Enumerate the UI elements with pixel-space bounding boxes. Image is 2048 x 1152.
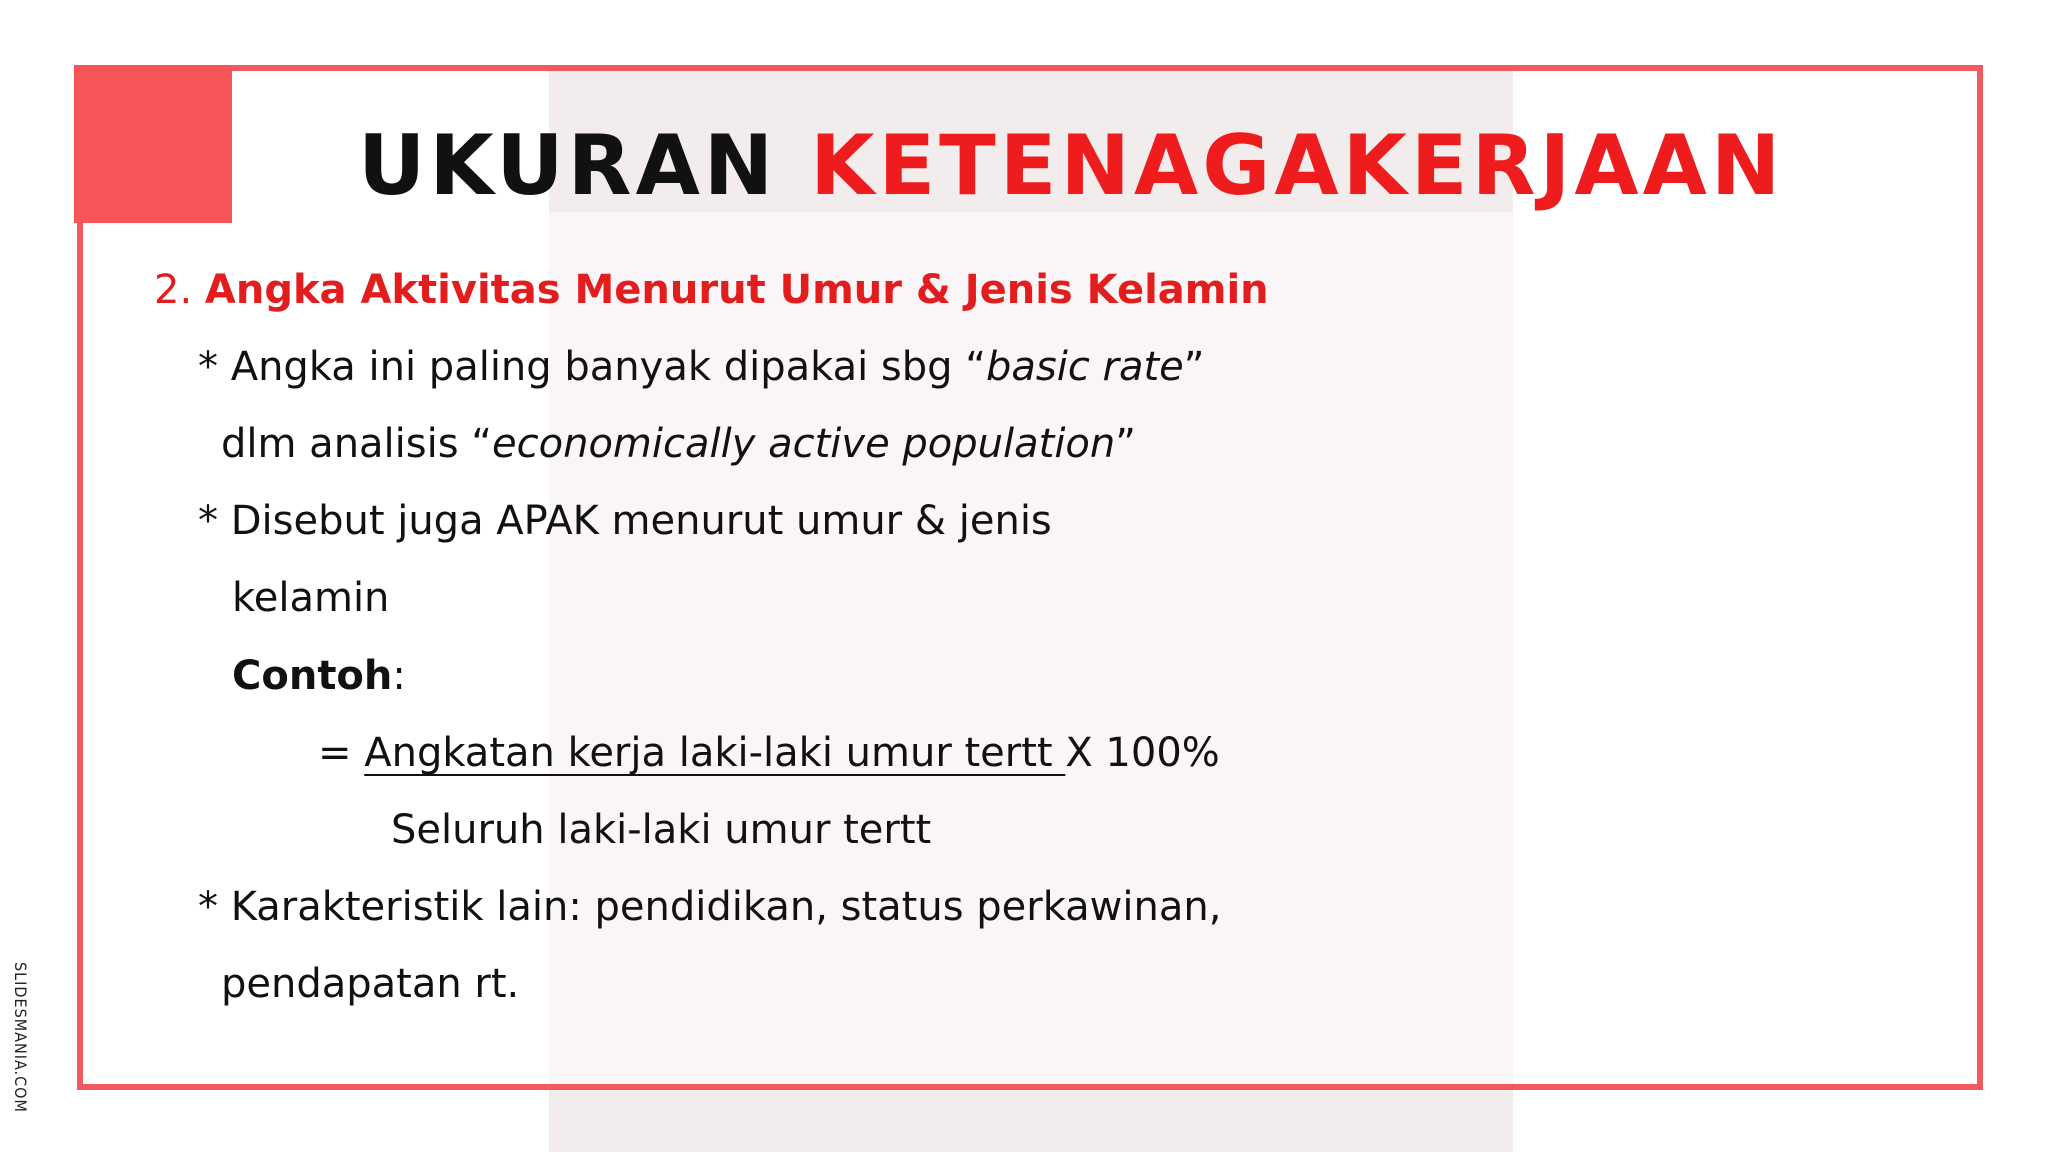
heading-number: 2.	[154, 267, 193, 313]
example-label	[232, 654, 406, 698]
bullet-basic-rate-continued	[221, 422, 1136, 466]
bullet-other-characteristics-continued: pendapatan rt.	[221, 961, 520, 1007]
bullet-apak: * Disebut juga APAK menurut umur & jenis	[198, 498, 1052, 544]
analysis-text: dlm analisis “	[221, 421, 493, 467]
heading-text: Angka Aktivitas Menurut Umur & Jenis Kelamin	[204, 267, 1269, 313]
example-colon: :	[392, 653, 406, 699]
title-part-2: KETENAGAKERJAAN	[810, 117, 1785, 214]
formula-multiplier: X 100%	[1065, 730, 1220, 776]
bullet-basic-rate	[198, 345, 1205, 389]
formula-numerator: Angkatan kerja laki-laki umur tertt	[364, 730, 1066, 776]
watermark-text: SLIDESMANIA.COM	[11, 962, 30, 1113]
bullet-basic-rate-text: * Angka ini paling banyak dipakai sbg “	[198, 344, 986, 390]
bullet-apak-continued: kelamin	[232, 575, 390, 621]
section-heading	[154, 268, 1269, 312]
title-part-1: UKURAN	[358, 117, 778, 214]
bullet-other-characteristics: * Karakteristik lain: pendidikan, status perkawinan,	[198, 884, 1222, 930]
formula-equals: =	[318, 730, 365, 776]
close-quote-2: ”	[1115, 421, 1136, 467]
close-quote: ”	[1183, 344, 1205, 390]
basic-rate-term: basic rate	[985, 344, 1184, 390]
formula-numerator-line	[318, 731, 1220, 775]
formula-denominator: Seluruh laki-laki umur tertt	[391, 807, 932, 853]
corner-accent-block	[74, 65, 232, 223]
example-bold: Contoh	[232, 653, 393, 699]
economically-active-term: economically active population	[492, 421, 1116, 467]
slide-title	[358, 117, 1785, 214]
